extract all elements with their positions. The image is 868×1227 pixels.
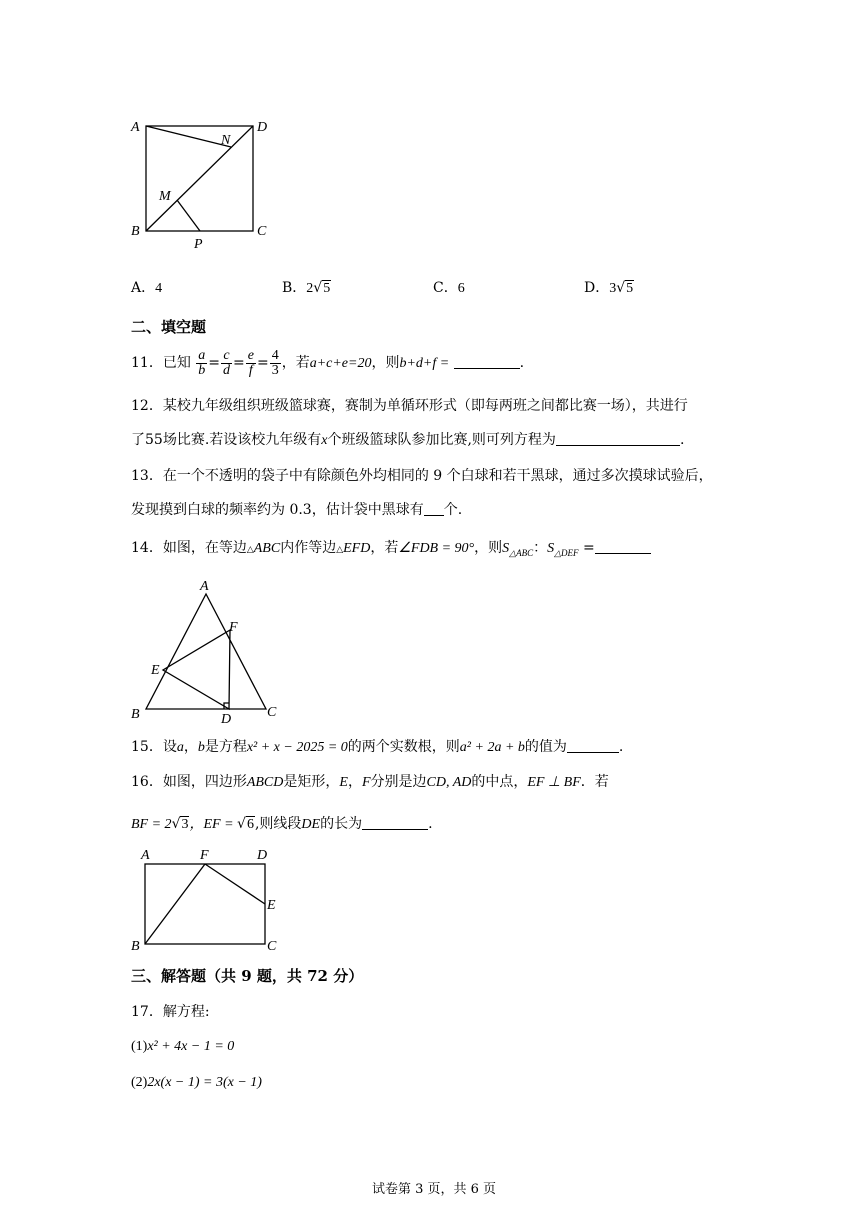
figure-rectangle-abcd — [125, 842, 290, 957]
answer-blank-13[interactable] — [424, 501, 444, 516]
answer-blank-12[interactable] — [556, 431, 680, 446]
label-b: B — [131, 224, 140, 239]
label-a: A — [141, 848, 150, 863]
section-2-title: 二、填空题 — [131, 318, 207, 336]
question-13-line-1: 13．在一个不透明的袋子中有除颜色外均相同的 9 个白球和若干黑球，通过多次摸球试验后， — [131, 468, 713, 484]
segment-bf — [145, 864, 205, 944]
answer-blank-16[interactable] — [362, 815, 428, 830]
segment-fe — [205, 864, 265, 904]
question-17-title: 17．解方程: — [131, 1004, 210, 1020]
label-e: E — [151, 663, 160, 678]
option-c: C．6 — [433, 280, 465, 296]
question-17-part-2: (2)2x(x − 1) = 3(x − 1) — [131, 1075, 262, 1090]
question-13-line-2: 发现摸到白球的频率约为 0.3，估计袋中黑球有 个. — [131, 502, 463, 518]
label-m: M — [159, 189, 171, 204]
label-a: A — [131, 120, 140, 135]
label-p: P — [194, 237, 203, 252]
question-11: 11．已知 $\frac{a}{b}$ = $\frac{c}{d}$ = $\frac{e}{f}$ = $\frac{4}{3}$ ，若a+c+e=20，则b+d+f = . — [131, 347, 525, 378]
question-16-line-2: BF = 2√3，EF = √6,则线段DE的长为 . — [131, 816, 433, 832]
option-b: B．2√5 — [282, 280, 331, 296]
figure-square-abcd — [125, 112, 285, 252]
answer-blank-15[interactable] — [567, 738, 619, 753]
label-c: C — [267, 705, 277, 720]
triangle-efd — [163, 630, 230, 709]
question-14: 14．如图，在等边△ABC内作等边△EFD，若∠FDB = 90°，则$S_{\triangle ABC}$：$S_{\triangle DEF}$ = — [131, 538, 651, 563]
label-c: C — [257, 224, 267, 239]
option-a: A．4 — [131, 280, 163, 296]
label-e: E — [267, 898, 276, 913]
figure-triangle-abc — [125, 574, 285, 729]
label-d: D — [257, 120, 268, 135]
diagonal-bd — [146, 126, 253, 231]
option-d: D．3√5 — [584, 280, 634, 296]
label-d: D — [257, 848, 268, 863]
question-12-line-1: 12．某校九年级组织班级篮球赛，赛制为单循环形式（即每两班之间都比赛一场），共进行 — [131, 398, 688, 414]
answer-blank-11[interactable] — [454, 354, 520, 369]
label-d: D — [221, 712, 232, 727]
question-15: 15．设a，b是方程x² + x − 2025 = 0的两个实数根，则a² + 2a + b的值为 . — [131, 739, 624, 755]
rectangle-outline — [145, 864, 265, 944]
segment-an — [146, 126, 231, 147]
question-17-part-1: (1)x² + 4x − 1 = 0 — [131, 1039, 235, 1054]
label-n: N — [221, 133, 231, 148]
label-b: B — [131, 707, 140, 722]
segment-mp — [177, 200, 200, 231]
label-f: F — [200, 848, 209, 863]
label-b: B — [131, 939, 140, 954]
label-c: C — [267, 939, 277, 954]
label-a: A — [200, 579, 209, 594]
section-3-title: 三、解答题（共 9 题，共 72 分） — [131, 967, 364, 985]
page-footer: 试卷第 3 页，共 6 页 — [371, 1182, 497, 1197]
triangle-abc — [146, 594, 266, 709]
question-12-line-2: 了55场比赛.若设该校九年级有x个班级篮球队参加比赛,则可列方程为 . — [131, 432, 685, 448]
question-16-line-1: 16．如图，四边形ABCD是矩形，E，F分别是边CD, AD的中点，EF ⊥ BF．若 — [131, 774, 609, 790]
label-f: F — [229, 620, 238, 635]
answer-blank-14[interactable] — [595, 539, 651, 554]
